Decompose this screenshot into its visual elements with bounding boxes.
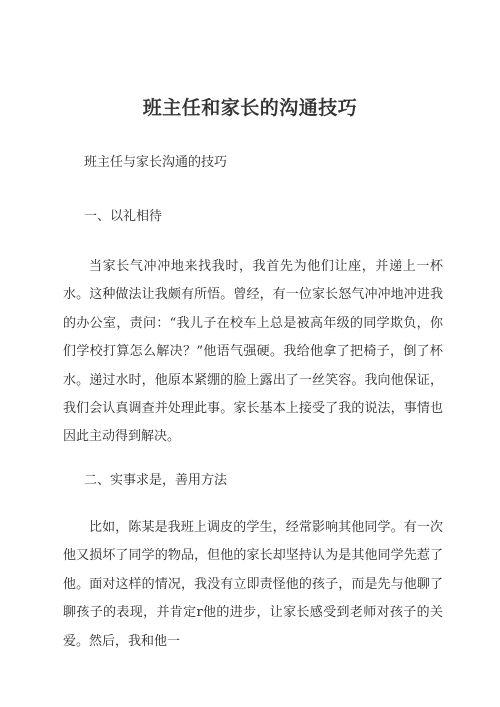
section-heading-1: 一、以礼相待 (84, 209, 163, 224)
section-heading-2: 二、实事求是，善用方法 (84, 473, 228, 488)
document-title: 班主任和家长的沟通技巧 (142, 97, 358, 119)
section-paragraph-2: 比如，陈某是我班上调皮的学生，经常影响其他同学。有一次他又损坏了同学的物品，但他的家长却坚持认为是其他同学先惹了他。面对这样的情况，我没有立即责怪他的孩子，而是先与他聊了聊孩子的表现，并肯定r他的进步，让家长感受到老师对孩子的关爱。然后，我和他一 (63, 520, 443, 649)
document-subtitle: 班主任与家长沟通的技巧 (84, 155, 228, 170)
section-paragraph-1: 当家长气冲冲地来找我时，我首先为他们让座，并递上一杯水。这种做法让我颇有所悟。曾经，有一位家长怒气冲冲地冲进我的办公室，责问：“我儿子在校车上总是被高年级的同学欺负，你们学校打算怎么解决？”他语气强硬。我给他拿了把椅子，倒了杯水。递过水时，他原本紧绷的脸上露出了一丝笑容。我向他保证，我们会认真调查并处理此事。家长基本上接受了我的说法，事情也因此主动得到解决。 (63, 259, 443, 445)
